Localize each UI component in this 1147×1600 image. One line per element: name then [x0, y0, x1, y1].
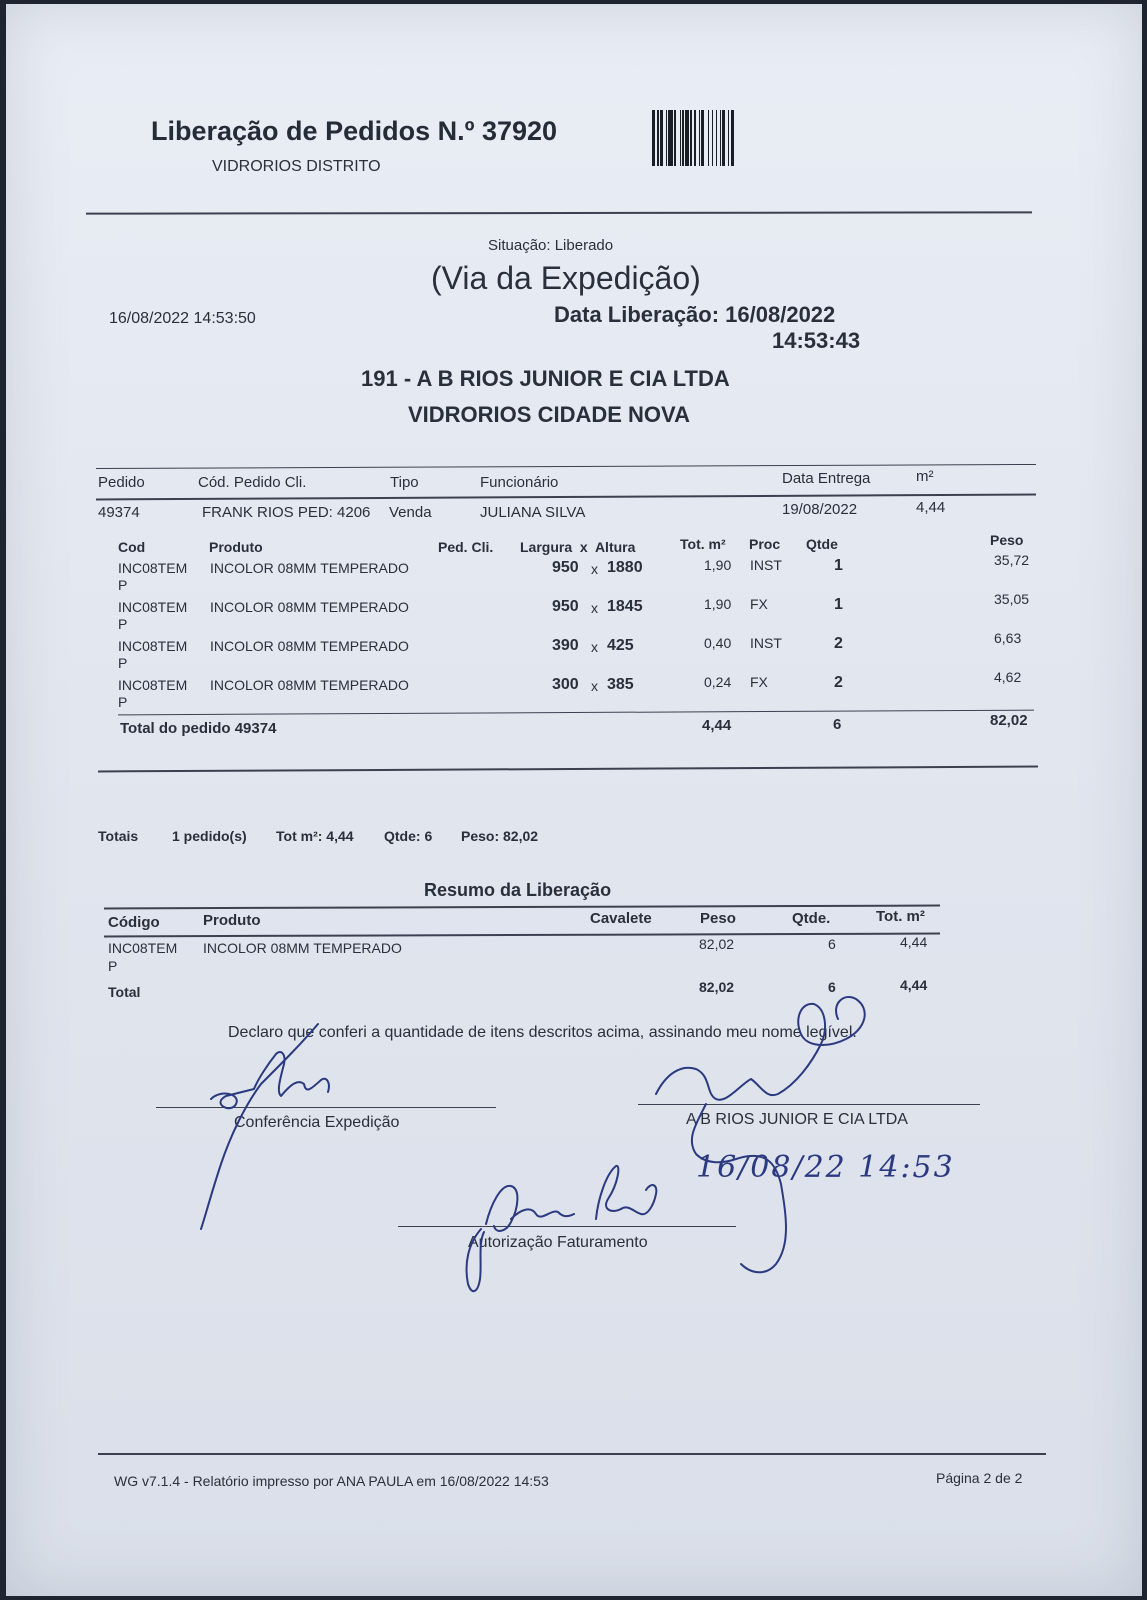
item-qtde: 2: [834, 674, 843, 691]
col-m2: m²: [916, 468, 934, 485]
item-cod-line1: INC08TEM: [118, 677, 188, 693]
item-qtde: 2: [834, 635, 843, 652]
item-proc: INST: [750, 635, 782, 651]
item-proc: FX: [750, 674, 768, 690]
release-time: 14:53:43: [772, 328, 861, 353]
item-x: x: [591, 600, 598, 616]
order-tipo: Venda: [389, 504, 432, 521]
item-cod-line2: P: [118, 616, 128, 632]
order-total-qtde: 6: [833, 716, 842, 733]
client-name: 191 - A B RIOS JUNIOR E CIA LTDA: [361, 366, 730, 391]
item-cod-line1: INC08TEM: [118, 599, 188, 615]
item-qtde: 1: [834, 557, 843, 574]
signature-conferencia-scribble: [211, 1052, 329, 1108]
summary-col-qtde: Qtde.: [792, 910, 831, 927]
item-largura: 300: [552, 676, 579, 693]
item-col-proc: Proc: [749, 536, 781, 552]
item-peso: 35,05: [994, 591, 1030, 607]
item-produto: INCOLOR 08MM TEMPERADO: [210, 599, 409, 615]
item-peso: 35,72: [994, 552, 1030, 568]
item-col-produto: Produto: [209, 539, 263, 555]
item-produto: INCOLOR 08MM TEMPERADO: [210, 677, 409, 693]
signature-label-cliente: A B RIOS JUNIOR E CIA LTDA: [686, 1111, 908, 1128]
col-pedido: Pedido: [98, 474, 145, 491]
totals-pedidos: 1 pedido(s): [172, 828, 247, 844]
footer-text: WG v7.1.4 - Relatório impresso por ANA PAULA em 16/08/2022 14:53: [114, 1473, 549, 1489]
item-qtde: 1: [834, 596, 843, 613]
item-cod-line2: P: [118, 694, 128, 710]
summary-total-peso: 82,02: [699, 979, 735, 995]
order-pedido: 49374: [98, 504, 140, 521]
item-peso: 4,62: [994, 669, 1022, 685]
summary-total-label: Total: [108, 984, 141, 1000]
order-total-label: Total do pedido 49374: [120, 720, 277, 737]
item-tot-m2: 0,24: [704, 674, 732, 690]
item-cod-line2: P: [118, 655, 128, 671]
signature-cliente-stroke: [692, 1104, 786, 1272]
summary-total-tot-m2: 4,44: [900, 977, 928, 993]
totals-peso: Peso: 82,02: [461, 828, 539, 844]
signature-autorizacao-tail: [467, 1229, 484, 1291]
item-tot-m2: 1,90: [704, 596, 732, 612]
item-cod-line1: INC08TEM: [118, 560, 188, 576]
copy-type: (Via da Expedição): [431, 260, 701, 296]
summary-col-cavalete: Cavalete: [590, 910, 652, 927]
summary-col-tot-m2: Tot. m²: [876, 908, 925, 925]
order-m2: 4,44: [916, 499, 946, 516]
signature-label-autorizacao: Autorização Faturamento: [468, 1234, 648, 1251]
item-proc: INST: [750, 557, 782, 573]
handwritten-signatures: [6, 4, 1142, 1596]
item-altura: 1880: [607, 559, 643, 576]
col-cod-pedido-cli: Cód. Pedido Cli.: [198, 474, 307, 491]
col-data-entrega: Data Entrega: [782, 470, 871, 487]
order-total-peso: 82,02: [990, 712, 1028, 729]
summary-codigo-2: P: [108, 958, 118, 974]
totals-m2: Tot m²: 4,44: [276, 828, 354, 844]
handwritten-date: 16/08/22 14:53: [696, 1150, 955, 1185]
signature-autorizacao-ana: [486, 1186, 574, 1231]
item-peso: 6,63: [994, 630, 1022, 646]
item-x: x: [591, 639, 598, 655]
document-title: Liberação de Pedidos N.º 37920: [151, 116, 558, 146]
signature-cliente-loop: [656, 997, 865, 1100]
item-altura: 385: [607, 676, 634, 693]
summary-col-peso: Peso: [700, 910, 736, 927]
company-name: VIDRORIOS DISTRITO: [212, 158, 381, 175]
summary-peso: 82,02: [699, 936, 735, 952]
item-largura: 390: [552, 637, 579, 654]
totals-label: Totais: [98, 828, 139, 844]
item-largura: 950: [552, 598, 579, 615]
order-funcionario: JULIANA SILVA: [480, 504, 586, 521]
item-x: x: [591, 561, 598, 577]
summary-col-codigo: Código: [108, 914, 160, 931]
summary-title: Resumo da Liberação: [424, 880, 612, 900]
item-produto: INCOLOR 08MM TEMPERADO: [210, 638, 409, 654]
branch-name: VIDRORIOS CIDADE NOVA: [408, 402, 690, 427]
order-cod-pedido-cli: FRANK RIOS PED: 4206: [202, 504, 371, 521]
signature-label-conferencia: Conferência Expedição: [234, 1114, 400, 1131]
item-altura: 1845: [607, 598, 643, 615]
col-funcionario: Funcionário: [480, 474, 559, 491]
item-col-peso: Peso: [990, 532, 1024, 548]
page-number: Página 2 de 2: [936, 1470, 1023, 1486]
item-tot-m2: 0,40: [704, 635, 732, 651]
item-col-cod: Cod: [118, 539, 146, 555]
item-proc: FX: [750, 596, 768, 612]
status-text: Situação: Liberado: [488, 237, 614, 254]
declaration-text: Declaro que conferi a quantidade de itens descritos acima, assinando meu nome legível.: [228, 1024, 857, 1041]
item-cod-line1: INC08TEM: [118, 638, 188, 654]
col-tipo: Tipo: [390, 474, 419, 491]
item-col-largura-altura: Largura x Altura: [520, 539, 636, 555]
order-data-entrega: 19/08/2022: [782, 501, 858, 518]
item-col-tot-m2: Tot. m²: [680, 536, 726, 552]
printed-timestamp: 16/08/2022 14:53:50: [109, 310, 256, 327]
order-total-m2: 4,44: [702, 717, 732, 734]
item-produto: INCOLOR 08MM TEMPERADO: [210, 560, 409, 576]
footer-rule: [98, 1453, 1046, 1455]
item-tot-m2: 1,90: [704, 557, 732, 573]
item-altura: 425: [607, 637, 634, 654]
item-largura: 950: [552, 559, 579, 576]
totals-qtde: Qtde: 6: [384, 828, 433, 844]
item-col-ped-cli: Ped. Cli.: [438, 539, 494, 555]
summary-tot-m2: 4,44: [900, 934, 928, 950]
release-date: Data Liberação: 16/08/2022: [554, 302, 836, 327]
signature-autorizacao-paula: [596, 1166, 656, 1219]
summary-qtde: 6: [828, 936, 836, 952]
summary-produto: INCOLOR 08MM TEMPERADO: [203, 940, 402, 956]
signature-conferencia-long-stroke: [201, 1024, 318, 1229]
summary-total-qtde: 6: [828, 979, 836, 995]
document-page: [6, 4, 1142, 1596]
item-cod-line2: P: [118, 577, 128, 593]
item-x: x: [591, 678, 598, 694]
item-col-qtde: Qtde: [806, 536, 838, 552]
summary-col-produto: Produto: [203, 912, 261, 929]
summary-codigo-1: INC08TEM: [108, 940, 178, 956]
